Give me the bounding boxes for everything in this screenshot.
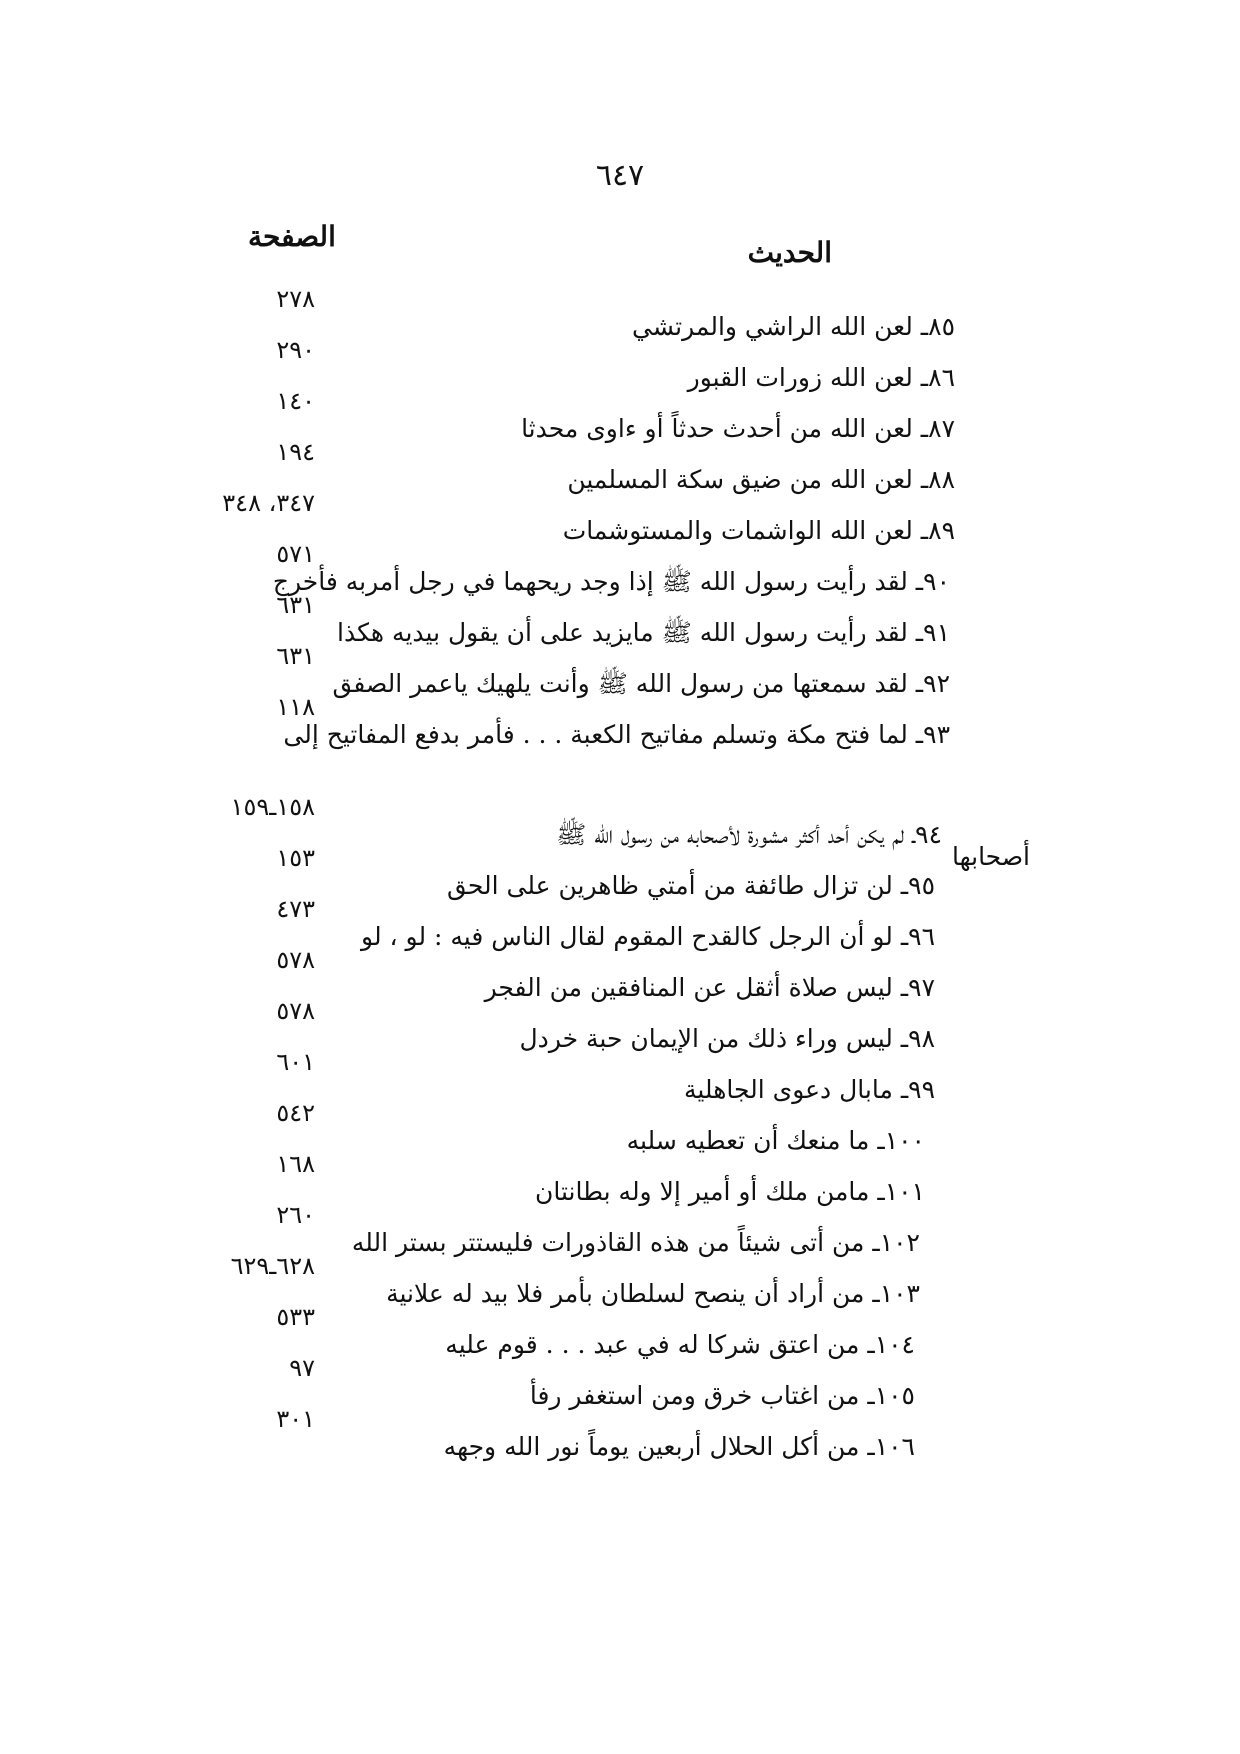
page-ref: ٣٠١ [276, 1405, 315, 1433]
page-ref: ٢٦٠ [276, 1201, 315, 1229]
hadith-text: ٨٩ـ لعن الله الواشمات والمستوشمات [562, 516, 955, 545]
hadith-text: ٩٦ـ لو أن الرجل كالقدح المقوم لقال الناس فيه : لو ، لو [361, 922, 935, 951]
page-ref: ١٩٤ [276, 438, 315, 466]
page-ref: ٦٣١ [276, 591, 315, 619]
page-ref: ٥٤٢ [276, 1099, 315, 1127]
hadith-text: ٨٨ـ لعن الله من ضيق سكة المسلمين [567, 465, 955, 494]
list-item [0, 693, 1240, 758]
hadith-column-header: الحديث [747, 236, 832, 269]
page-ref: ١١٨ [276, 693, 315, 721]
hadith-text: ١٠٠ـ ما منعك أن تعطيه سلبه [626, 1126, 925, 1155]
list-item [0, 1405, 1240, 1470]
hadith-text: ٩٨ـ ليس وراء ذلك من الإيمان حبة خردل [519, 1024, 935, 1053]
page-ref: ٢٩٠ [276, 336, 315, 364]
entry-continuation: أصحابها [951, 842, 1030, 871]
page-ref: ٢٧٨ [276, 285, 315, 313]
hadith-text: ٩٩ـ مابال دعوى الجاهلية [683, 1075, 935, 1104]
hadith-text: ٨٧ـ لعن الله من أحدث حدثاً أو ءاوى محدثا [521, 414, 955, 443]
hadith-text: ٩٥ـ لن تزال طائفة من أمتي ظاهرين على الحق [447, 871, 935, 900]
hadith-text: ١٠٤ـ من اعتق شركا له في عبد . . . قوم عليه [445, 1330, 915, 1359]
hadith-text: ١٠٣ـ من أراد أن ينصح لسلطان بأمر فلا بيد له علانية [386, 1279, 920, 1308]
hadith-text: ٩٤ـ لم يكن أحد أكثر مشورة لأصحابه من رسول الله ﷺ [556, 820, 942, 849]
page-ref: ١٥٣ [276, 844, 315, 872]
hadith-text: ٨٦ـ لعن الله زورات القبور [687, 363, 955, 392]
hadith-text: ٩٣ـ لما فتح مكة وتسلم مفاتيح الكعبة . . . فأمر بدفع المفاتيح إلى [283, 720, 950, 749]
hadith-text: ١٠٥ـ من اغتاب خرق ومن استغفر رفأ [529, 1381, 915, 1410]
hadith-text: ٩٠ـ لقد رأيت رسول الله ﷺ إذا وجد ريحهما في رجل أمربه فأخرج [272, 567, 950, 596]
hadith-text: ٨٥ـ لعن الله الراشي والمرتشي [632, 312, 955, 341]
hadith-text: ١٠١ـ مامن ملك أو أمير إلا وله بطانتان [535, 1177, 925, 1206]
page-ref: ٦٠١ [276, 1048, 315, 1076]
hadith-text: ٩٧ـ ليس صلاة أثقل عن المنافقين من الفجر [484, 973, 935, 1002]
page-ref: ٦٣١ [276, 642, 315, 670]
page-ref: ١٦٨ [276, 1150, 315, 1178]
hadith-text: ١٠٢ـ من أتى شيئاً من هذه القاذورات فليستتر بستر الله [351, 1228, 920, 1257]
page-ref: ٩٧ [289, 1354, 315, 1382]
page-number: ٦٤٧ [595, 158, 645, 193]
page-ref: ٥٧٨ [276, 946, 315, 974]
page-ref: ١٥٨ـ١٥٩ [230, 793, 315, 821]
hadith-text: ٩١ـ لقد رأيت رسول الله ﷺ مايزيد على أن يقول بيديه هكذا [337, 618, 950, 647]
page-ref: ١٤٠ [276, 387, 315, 415]
page-ref: ٣٤٧، ٣٤٨ [222, 489, 315, 517]
page-ref: ٦٢٨ـ٦٢٩ [230, 1252, 315, 1280]
page-column-header: الصفحة [248, 220, 336, 253]
page-ref: ٥٧٨ [276, 997, 315, 1025]
hadith-text: ١٠٦ـ من أكل الحلال أربعين يوماً نور الله وجهه [443, 1432, 915, 1461]
page-ref: ٤٧٣ [276, 895, 315, 923]
page-ref: ٥٣٣ [276, 1303, 315, 1331]
hadith-text: ٩٢ـ لقد سمعتها من رسول الله ﷺ وأنت يلهيك ياعمر الصفق [332, 669, 950, 698]
page-ref: ٥٧١ [276, 540, 315, 568]
